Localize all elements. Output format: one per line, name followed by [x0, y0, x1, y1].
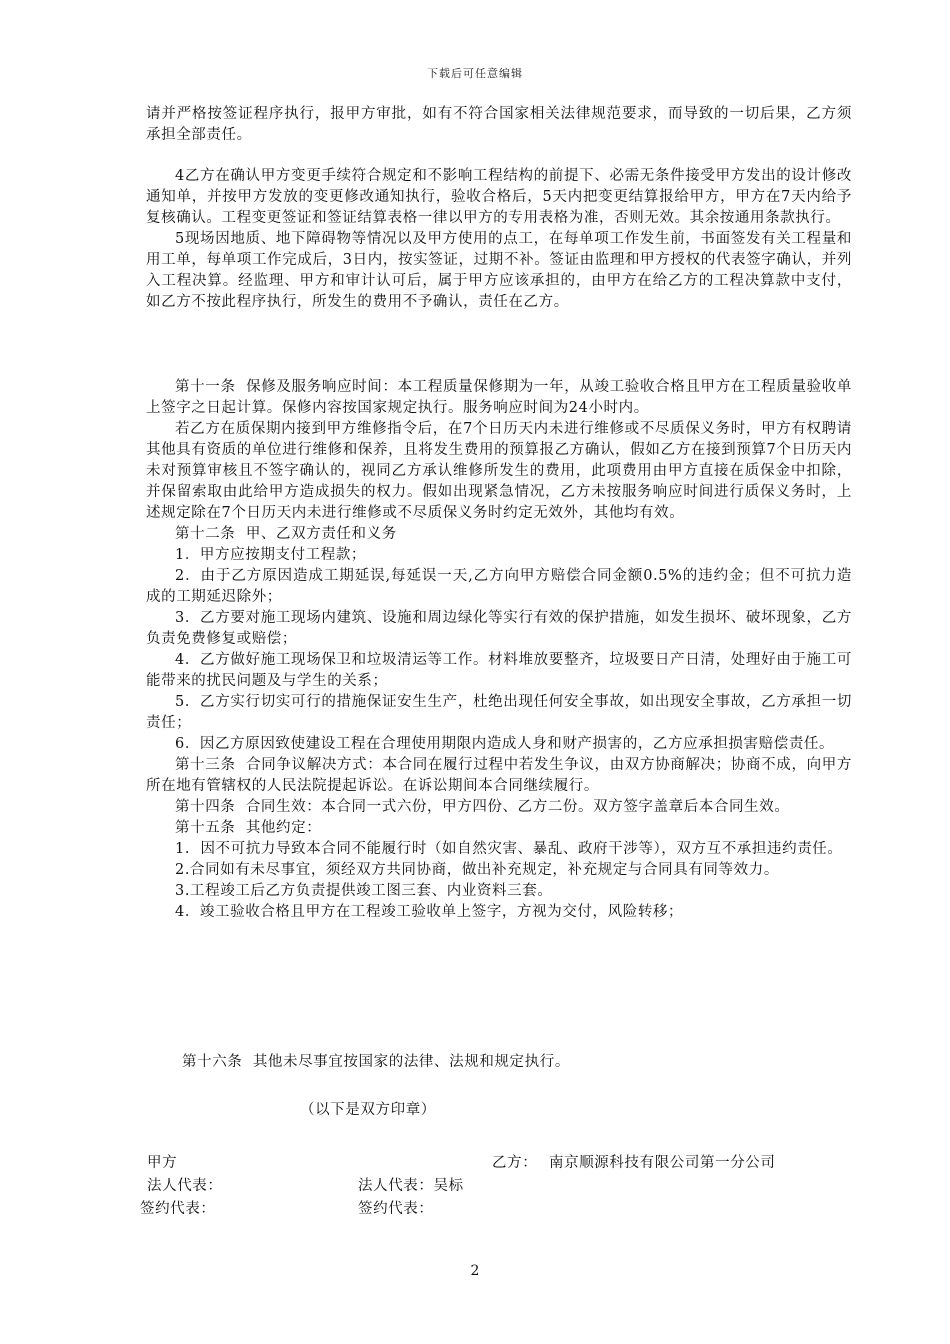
legal-rep-a: 法人代表：: [147, 1178, 223, 1194]
paragraph-continuation: 请并严格按签证程序执行，报甲方审批，如有不符合国家相关法律规范要求，而导致的一切后果，乙方须承担全部责任。: [146, 106, 852, 143]
paragraph-block-3: [146, 377, 852, 923]
signing-rep-b: 签约代表：: [358, 1201, 434, 1217]
legal-rep-b: 法人代表：吴标: [358, 1178, 464, 1194]
article-15-item-3: 3.工程竣工后乙方负责提供竣工图三套、内业资料三套。: [175, 883, 553, 899]
seal-note: （以下是双方印章）: [300, 1102, 436, 1118]
article-12-item-5: 5．乙方实行切实可行的措施保证安生生产，杜绝出现任何安全事故，如出现安全事故，乙方承担一切责任；: [146, 694, 852, 731]
party-b-name: 南京顺源科技有限公司第一分公司: [549, 1155, 776, 1171]
article-11: 第十一条 保修及服务响应时间：本工程质量保修期为一年，从竣工验收合格且甲方在工程质量验收单上签字之日起计算。保修内容按国家规定执行。服务响应时间为24小时内。: [146, 379, 852, 416]
article-15-item-2: 2.合同如有未尽事宜，须经双方共同协商，做出补充规定，补充规定与合同具有同等效力。: [175, 862, 779, 878]
article-16: 第十六条 其他未尽事宜按国家的法律、法规和规定执行。: [182, 1054, 570, 1070]
article-14: 第十四条 合同生效：本合同一式六份，甲方四份、乙方二份。双方签字盖章后本合同生效。: [175, 799, 790, 815]
article-13: 第十三条 合同争议解决方式：本合同在履行过程中若发生争议，由双方协商解决；协商不成，向甲方所在地有管辖权的人民法院提起诉讼。在诉讼期间本合同继续履行。: [146, 757, 852, 794]
article-16-block: [182, 1052, 852, 1073]
article-15-item-4: 4．竣工验收合格且甲方在工程竣工验收单上签字，方视为交付，风险转移；: [175, 904, 684, 920]
paragraph-block-2: [146, 166, 852, 313]
clause-5: 5现场因地质、地下障碍物等情况以及甲方使用的点工，在每单项工作发生前，书面签发有关工程量和用工单，每单项工作完成后，3日内，按实签证，过期不补。签证由监理和甲方授权的代表签字确认，并列入工程决算。经监理、甲方和审计认可后，属于甲方应该承担的，由甲方在给乙方的工程决算款中支付，如乙方不按此程序执行，所发生的费用不予确认，责任在乙方。: [146, 231, 852, 310]
article-12-item-3: 3．乙方要对施工现场内建筑、设施和周边绿化等实行有效的保护措施，如发生损坏、破坏现象，乙方负责免费修复或赔偿；: [146, 610, 852, 647]
article-12-item-4: 4．乙方做好施工现场保卫和垃圾清运等工作。材料堆放要整齐，垃圾要日产日清，处理好由于施工可能带来的扰民问题及与学生的关系；: [146, 652, 852, 689]
seal-note-block: [300, 1100, 700, 1121]
article-12-item-6: 6．因乙方原因致使建设工程在合理使用期限内造成人身和财产损害的，乙方应承担损害赔偿责任。: [175, 736, 835, 752]
clause-4: 4乙方在确认甲方变更手续符合规定和不影响工程结构的前提下、必需无条件接受甲方发出的设计修改通知单，并按甲方发放的变更修改通知执行，验收合格后，5天内把变更结算报给甲方，甲方在7天内给予复核确认。工程变更签证和签证结算表格一律以甲方的专用表格为准，否则无效。其余按通用条款执行。: [146, 168, 852, 226]
page-number: 2: [470, 1263, 480, 1279]
article-15-item-1: 1. 因不可抗力导致本合同不能履行时（如自然灾害、暴乱、政府干涉等），双方互不承担违约责任。: [175, 841, 843, 857]
signature-row-signing-rep: [0, 1197, 950, 1219]
signature-row-parties: [0, 1151, 950, 1173]
party-a-label: 甲方: [147, 1155, 178, 1171]
article-12-item-2: 2．由于乙方原因造成工期延误,每延误一天,乙方向甲方赔偿合同金额0.5%的违约金；但不可抗力造成的工期延迟除外；: [146, 568, 852, 605]
article-12-item-1: 1．甲方应按期支付工程款；: [175, 547, 367, 563]
signature-row-legal-rep: [0, 1174, 950, 1196]
article-15-title: 第十五条 其他约定：: [175, 820, 322, 836]
article-12-title: 第十二条 甲、乙双方责任和义务: [175, 526, 397, 542]
header-note: 下载后可任意编辑: [427, 67, 523, 80]
signing-rep-a: 签约代表：: [140, 1201, 216, 1217]
paragraph-block-1: [146, 104, 852, 146]
article-11-detail: 若乙方在质保期内接到甲方维修指令后，在7个日历天内未进行维修或不尽质保义务时，甲方有权聘请其他具有资质的单位进行维修和保养，且将发生费用的预算报乙方确认，假如乙方在接到预算7个日历天内未对预算审核且不签字确认的，视同乙方承认维修所发生的费用，此项费用由甲方直接在质保金中扣除，并保留索取由此给甲方造成损失的权力。假如出现紧急情况，乙方未按服务响应时间进行质保义务时，上述规定除在7个日历天内未进行维修或不尽质保义务时约定无效外，其他均有效。: [146, 421, 852, 521]
party-b-label: 乙方：: [492, 1155, 538, 1171]
